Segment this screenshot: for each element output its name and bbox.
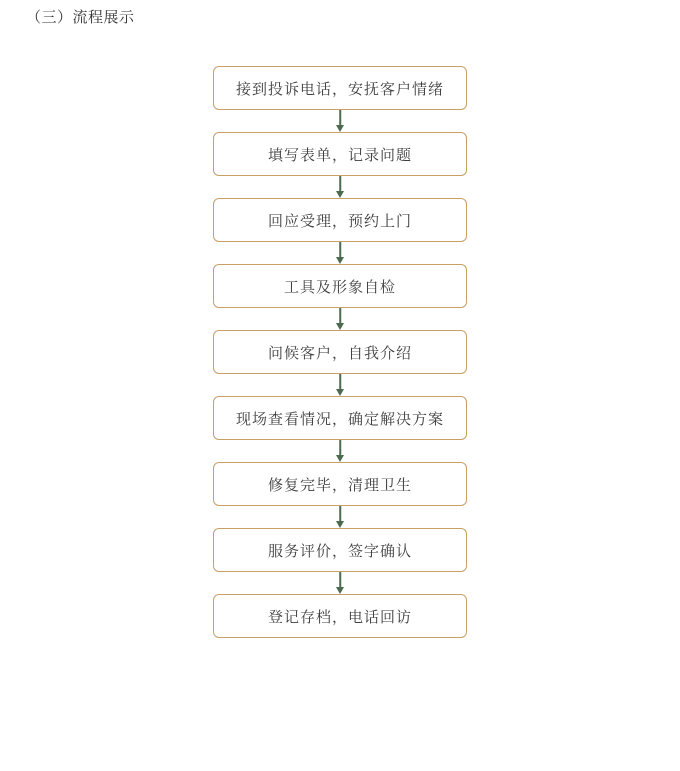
flow-step-label: 现场查看情况，确定解决方案	[235, 410, 444, 428]
arrow-head	[336, 521, 344, 528]
process-flow-diagram	[0, 66, 680, 638]
arrow-shaft	[339, 110, 341, 126]
flow-step-label: 接到投诉电话，安抚客户情绪	[235, 80, 444, 98]
arrow-down-icon	[330, 506, 350, 528]
flow-step	[213, 462, 467, 506]
flow-step	[213, 66, 467, 110]
arrow-shaft	[339, 506, 341, 522]
flow-step-label: 工具及形象自检	[283, 278, 396, 296]
flow-step-label: 修复完毕，清理卫生	[267, 476, 412, 494]
arrow-down-icon	[330, 176, 350, 198]
flow-step	[213, 594, 467, 638]
flow-step	[213, 264, 467, 308]
arrow-down-icon	[330, 308, 350, 330]
flow-step	[213, 330, 467, 374]
flow-step-label: 服务评价，签字确认	[267, 542, 412, 560]
arrow-head	[336, 587, 344, 594]
arrow-down-icon	[330, 110, 350, 132]
arrow-head	[336, 389, 344, 396]
flow-step	[213, 528, 467, 572]
arrow-shaft	[339, 308, 341, 324]
arrow-down-icon	[330, 572, 350, 594]
arrow-shaft	[339, 242, 341, 258]
flow-step	[213, 132, 467, 176]
flow-step	[213, 198, 467, 242]
arrow-head	[336, 455, 344, 462]
flow-step	[213, 396, 467, 440]
arrow-head	[336, 125, 344, 132]
flow-step-label: 登记存档，电话回访	[267, 608, 412, 626]
arrow-shaft	[339, 176, 341, 192]
flow-step-label: 回应受理，预约上门	[267, 212, 412, 230]
arrow-down-icon	[330, 440, 350, 462]
arrow-shaft	[339, 440, 341, 456]
arrow-head	[336, 257, 344, 264]
arrow-shaft	[339, 374, 341, 390]
arrow-head	[336, 323, 344, 330]
arrow-shaft	[339, 572, 341, 588]
arrow-down-icon	[330, 242, 350, 264]
page-title: （三）流程展示	[26, 9, 135, 26]
arrow-head	[336, 191, 344, 198]
arrow-down-icon	[330, 374, 350, 396]
flow-step-label: 填写表单，记录问题	[267, 146, 412, 164]
flow-step-label: 问候客户，自我介绍	[267, 344, 412, 362]
